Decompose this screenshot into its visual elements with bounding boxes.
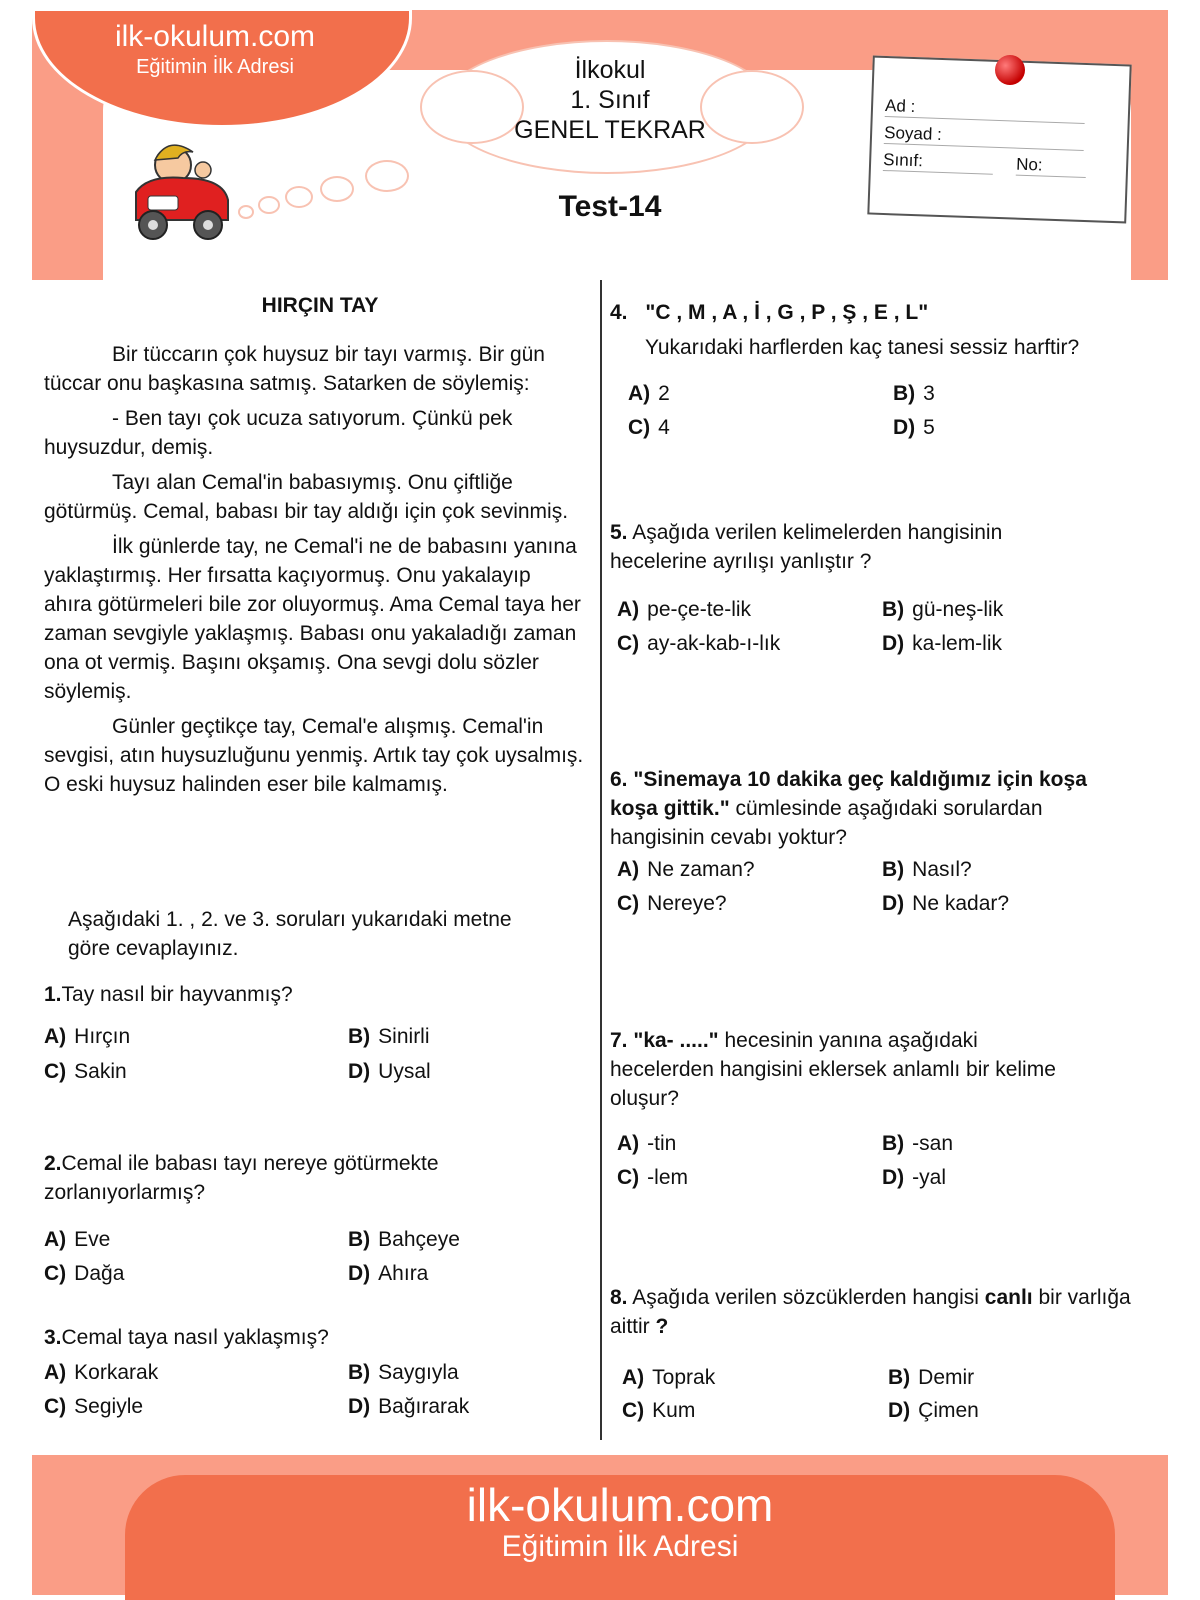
q5-option-a[interactable]: A) pe-çe-te-lik [617, 598, 752, 621]
question-number: 5. [610, 521, 628, 544]
q3-option-d[interactable]: D) Bağırarak [348, 1395, 470, 1418]
story-text [44, 340, 584, 805]
story-paragraph: - Ben tayı çok ucuza satıyorum. Çünkü pek huysuzdur, demiş. [44, 407, 513, 459]
keyword: canlı [984, 1286, 1033, 1309]
question-text: hecesinin yanına aşağıdaki hecelerden hangisini eklersek anlamlı bir kelime oluşur? [610, 1029, 1056, 1110]
question-text: Cemal ile babası tayı nereye götürmekte zorlanıyorlarmış? [44, 1152, 439, 1204]
q7-option-c[interactable]: C) -lem [617, 1166, 689, 1189]
footer-motto: Eğitimin İlk Adresi [501, 1530, 739, 1563]
question-5 [610, 518, 1070, 576]
question-text: bir varlığa aittir [610, 1286, 1131, 1338]
name-field[interactable]: Ad : [885, 96, 1086, 124]
q1-option-d[interactable]: D) Uysal [348, 1060, 431, 1083]
q2-option-a[interactable]: A) Eve [44, 1228, 111, 1251]
question-text: cümlesinde aşağıdaki sorulardan hangisinin cevabı yoktur? [610, 797, 1043, 849]
question-number: 8. [610, 1286, 628, 1309]
q5-option-c[interactable]: C) ay-ak-kab-ı-lık [617, 632, 781, 655]
q6-option-c[interactable]: C) Nereye? [617, 892, 727, 915]
syllable-prompt: "ka- ....." [633, 1029, 719, 1052]
question-number: 1. [44, 983, 62, 1006]
question-3 [44, 1323, 584, 1352]
q4-option-d[interactable]: D) 5 [893, 416, 935, 439]
story-paragraph: Tayı alan Cemal'in babasıymış. Onu çiftliğe götürmüş. Cemal, babası bir tay aldığı için çok sevinmiş. [44, 471, 569, 523]
question-8 [610, 1283, 1150, 1341]
instruction-text: Aşağıdaki 1. , 2. ve 3. soruları yukarıdaki metne göre cevaplayınız. [68, 908, 512, 960]
question-text: Aşağıda verilen kelimelerden hangisinin hecelerine ayrılışı yanlıştır ? [610, 521, 1003, 573]
question-text: Tay nasıl bir hayvanmış? [61, 983, 293, 1006]
q3-option-a[interactable]: A) Korkarak [44, 1361, 159, 1384]
q5-option-d[interactable]: D) ka-lem-lik [882, 632, 1003, 655]
q8-option-c[interactable]: C) Kum [622, 1399, 696, 1422]
car-mascot-icon [128, 130, 238, 245]
q4-option-b[interactable]: B) 3 [893, 382, 935, 405]
cloud-bubble [258, 196, 280, 214]
story-paragraph: İlk günlerde tay, ne Cemal'i ne de babasını yanına yaklaştırmış. Her fırsatta kaçıyormuş. Onu yakalayıp ahıra götürmeleri bile zor oluyormuş. Ama Cemal taya her zaman sevgiyle yaklaşmış. Babası onu yakaladığı zaman ona ot vermiş. Başını okşamış. Ona sevgi dolu sözler söylemiş. [44, 535, 581, 703]
q2-option-c[interactable]: C) Dağa [44, 1262, 125, 1285]
class-field[interactable]: Sınıf: [883, 150, 994, 175]
q8-option-b[interactable]: B) Demir [888, 1366, 975, 1389]
question-4 [610, 298, 1170, 327]
q7-option-d[interactable]: D) -yal [882, 1166, 947, 1189]
cloud-bubble [320, 176, 354, 202]
q4-option-c[interactable]: C) 4 [628, 416, 670, 439]
q3-option-c[interactable]: C) Segiyle [44, 1395, 144, 1418]
subject-label: GENEL TEKRAR [514, 116, 706, 144]
story-paragraph: Günler geçtikçe tay, Cemal'e alışmış. Cemal'in sevgisi, atın huysuzluğunu yenmiş. Artık tay çok uysalmış. O eski huysuz halinden eser bile kalmamış. [44, 715, 584, 796]
question-6 [610, 765, 1090, 852]
question-mark: ? [655, 1315, 669, 1338]
q2-option-d[interactable]: D) Ahıra [348, 1262, 429, 1285]
q6-option-a[interactable]: A) Ne zaman? [617, 858, 755, 881]
q7-option-a[interactable]: A) -tin [617, 1132, 677, 1155]
q6-option-d[interactable]: D) Ne kadar? [882, 892, 1010, 915]
question-7 [610, 1026, 1070, 1113]
q1-option-b[interactable]: B) Sinirli [348, 1025, 430, 1048]
column-divider [600, 280, 602, 1440]
footer-site: ilk-okulum.com [466, 1479, 774, 1531]
q1-option-a[interactable]: A) Hırçın [44, 1025, 131, 1048]
q8-option-a[interactable]: A) Toprak [622, 1366, 716, 1389]
q6-option-b[interactable]: B) Nasıl? [882, 858, 972, 881]
cloud-bubble [365, 160, 409, 192]
cloud-bubble [238, 205, 254, 219]
q2-option-b[interactable]: B) Bahçeye [348, 1228, 460, 1251]
level-label: İlkokul [574, 56, 646, 84]
question-number: 6. [610, 768, 628, 791]
q5-option-b[interactable]: B) gü-neş-lik [882, 598, 1004, 621]
question-text: Yukarıdaki harflerden kaç tanesi sessiz harftir? [645, 336, 1080, 359]
surname-field[interactable]: Soyad : [884, 123, 1085, 151]
number-field[interactable]: No: [1016, 155, 1087, 178]
question-number: 7. [610, 1029, 628, 1052]
question-number: 4. [610, 301, 628, 324]
quoted-sentence: "Sinemaya 10 dakika geç kaldığımız için koşa koşa gittik." [610, 768, 1087, 820]
q4-option-a[interactable]: A) 2 [628, 382, 670, 405]
letter-list: "C , M , A , İ , G , P , Ş , E , L" [645, 301, 929, 324]
logo-site: ilk-okulum.com [114, 20, 316, 53]
question-text: Aşağıda verilen sözcüklerden hangisi [632, 1286, 979, 1309]
cloud-title [480, 55, 740, 145]
question-text: Cemal taya nasıl yaklaşmış? [61, 1326, 329, 1349]
question-1 [44, 980, 584, 1009]
question-2 [44, 1149, 514, 1207]
q7-option-b[interactable]: B) -san [882, 1132, 954, 1155]
cloud-bubble [285, 186, 313, 208]
q1-option-c[interactable]: C) Sakin [44, 1060, 127, 1083]
test-title: Test-14 [558, 190, 662, 223]
q3-option-b[interactable]: B) Saygıyla [348, 1361, 459, 1384]
logo-motto: Eğitimin İlk Adresi [136, 56, 294, 78]
story-title: HIRÇIN TAY [261, 294, 379, 317]
q8-option-d[interactable]: D) Çimen [888, 1399, 979, 1422]
story-paragraph: Bir tüccarın çok huysuz bir tayı varmış. Bir gün tüccar onu başkasına satmış. Satarken de söylemiş: [44, 343, 545, 395]
question-number: 2. [44, 1152, 62, 1175]
grade-label: 1. Sınıf [570, 86, 650, 114]
question-number: 3. [44, 1326, 62, 1349]
pushpin-icon [995, 55, 1025, 85]
